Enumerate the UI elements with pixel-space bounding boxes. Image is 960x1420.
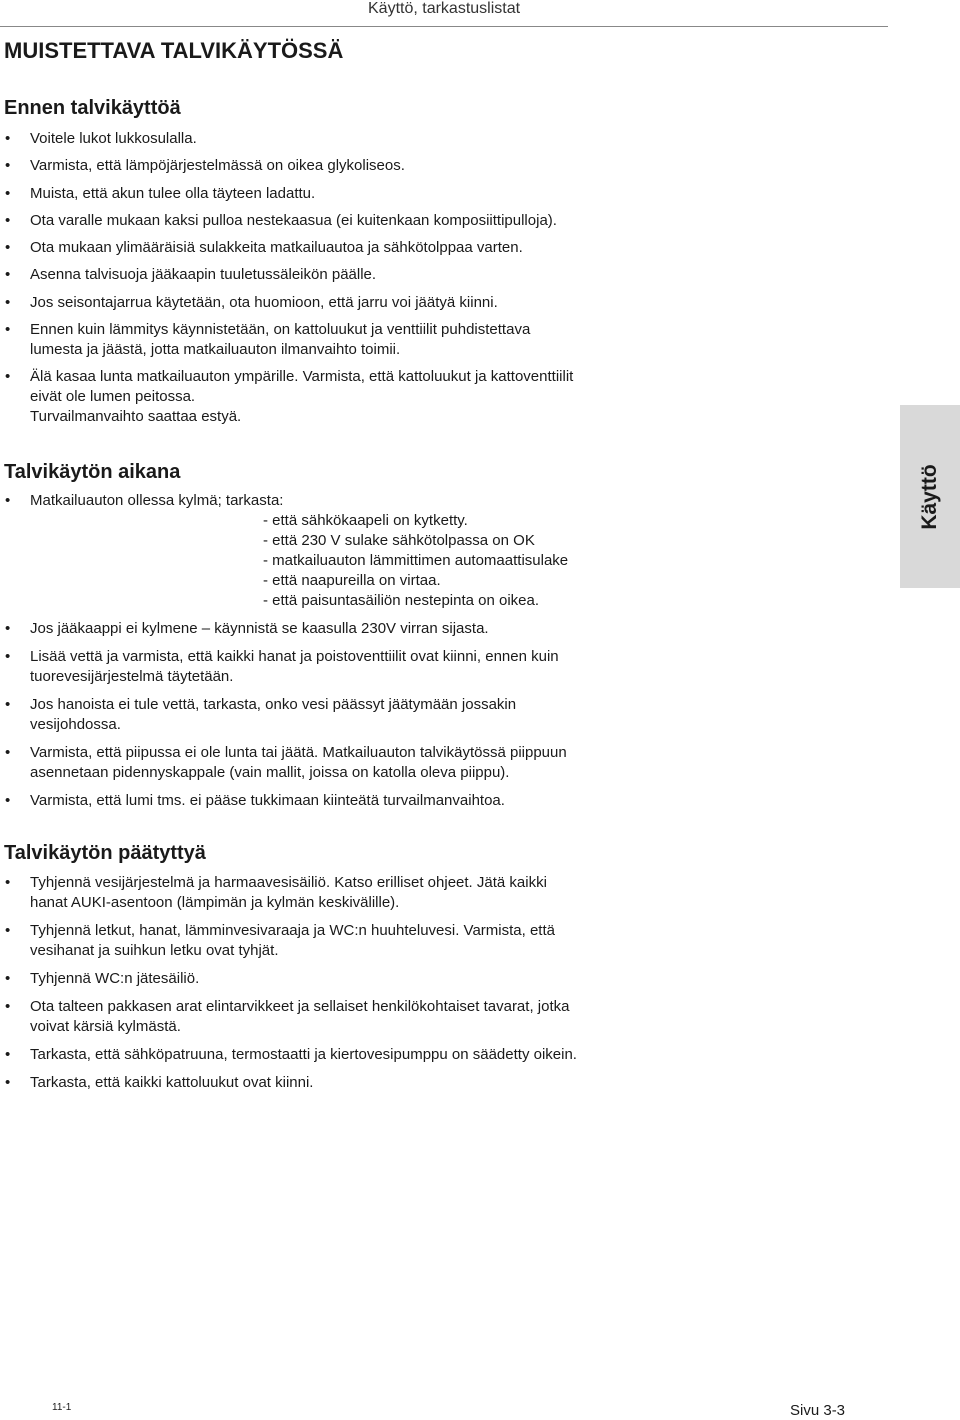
- list-item: [0, 211, 650, 231]
- sub-list-item: - että naapureilla on virtaa.: [263, 572, 441, 589]
- list-item-text: vesihanat ja suihkun letku ovat tyhjät.: [30, 942, 279, 959]
- section-heading-after-winter: Talvikäytön päätyttyä: [4, 842, 206, 864]
- list-item-text: Lisää vettä ja varmista, että kaikki hanat ja poistoventtiilit ovat kiinni, ennen kuin: [30, 648, 559, 665]
- list-item-text: Tarkasta, että kaikki kattoluukut ovat kiinni.: [30, 1074, 314, 1091]
- bullet-icon: •: [5, 1046, 11, 1063]
- list-item: [0, 619, 650, 639]
- bullet-icon: •: [5, 792, 11, 809]
- list-item: [0, 129, 650, 149]
- list-item: [0, 791, 650, 811]
- list-item: [0, 265, 650, 285]
- list-item-text: Voitele lukot lukkosulalla.: [30, 130, 197, 147]
- bullet-icon: •: [5, 321, 11, 339]
- list-item: [0, 156, 650, 176]
- list-item: [0, 367, 650, 427]
- list-item: [0, 969, 650, 989]
- list-item-text: Asenna talvisuoja jääkaapin tuuletussäleikön päälle.: [30, 266, 377, 284]
- sub-list-item: - että 230 V sulake sähkötolpassa on OK: [263, 532, 535, 549]
- list-item: [0, 743, 650, 783]
- list-item-text: Turvailmanvaihto saattaa estyä.: [30, 408, 242, 426]
- list-item-text: Ota mukaan ylimääräisiä sulakkeita matkailuautoa ja sähkötolppaa varten.: [30, 239, 523, 257]
- list-item: [0, 647, 650, 687]
- bullet-icon: •: [5, 620, 11, 637]
- list-item: [0, 184, 650, 204]
- section-heading-during-winter: Talvikäytön aikana: [4, 461, 181, 483]
- list-item-text: Tyhjennä letkut, hanat, lämminvesivaraaja ja WC:n huuhteluvesi. Varmista, että: [30, 922, 555, 939]
- bullet-icon: •: [5, 874, 11, 891]
- list-item-text: Tyhjennä vesijärjestelmä ja harmaavesisäiliö. Katso erilliset ohjeet. Jätä kaikki: [30, 874, 547, 891]
- bullet-icon: •: [5, 648, 11, 665]
- checklist-before-winter: [0, 129, 650, 435]
- bullet-icon: •: [5, 368, 11, 386]
- list-item-text: Muista, että akun tulee olla täyteen ladattu.: [30, 184, 316, 202]
- list-item-text: Älä kasaa lunta matkailuauton ympärille. Varmista, että kattoluukut ja kattoventtiilit: [30, 368, 574, 386]
- bullet-icon: •: [5, 922, 11, 939]
- list-item: [0, 1073, 650, 1093]
- list-item-text: hanat AUKI-asentoon (lämpimän ja kylmän keskivälille).: [30, 894, 400, 911]
- sub-list-item: - että paisuntasäiliön nestepinta on oikea.: [263, 592, 540, 609]
- list-item: [0, 320, 650, 360]
- checklist-during-winter: [0, 491, 650, 819]
- list-item-text: Varmista, että lumi tms. ei pääse tukkimaan kiinteätä turvailmanvaihtoa.: [30, 792, 505, 809]
- list-item-text: eivät ole lumen peitossa.: [30, 388, 196, 406]
- bullet-icon: •: [5, 130, 11, 147]
- sub-list-item: - että sähkökaapeli on kytketty.: [263, 512, 468, 529]
- list-item: [0, 997, 650, 1037]
- bullet-icon: •: [5, 696, 11, 713]
- sub-checklist: [30, 511, 650, 611]
- bullet-icon: •: [5, 492, 11, 509]
- list-item-text: Tarkasta, että sähköpatruuna, termostaatti ja kiertovesipumppu on säädetty oikein.: [30, 1046, 577, 1063]
- list-item-text: Tyhjennä WC:n jätesäiliö.: [30, 970, 200, 987]
- bullet-icon: •: [5, 293, 11, 311]
- list-item: [0, 293, 650, 313]
- list-item: [0, 921, 650, 961]
- header-title: Käyttö, tarkastuslistat: [368, 0, 521, 17]
- list-item-text: lumesta ja jäästä, jotta matkailuauton ilmanvaihto toimii.: [30, 341, 401, 359]
- list-item: [0, 491, 650, 611]
- list-item-text: Ennen kuin lämmitys käynnistetään, on kattoluukut ja venttiilit puhdistettava: [30, 321, 531, 339]
- list-item-text: Ota varalle mukaan kaksi pulloa nestekaasua (ei kuitenkaan komposiittipulloja).: [30, 211, 557, 229]
- bullet-icon: •: [5, 157, 11, 175]
- bullet-icon: •: [5, 970, 11, 987]
- bullet-icon: •: [5, 1074, 11, 1091]
- list-item-text: vesijohdossa.: [30, 716, 121, 733]
- list-item: [0, 238, 650, 258]
- list-item-text: Varmista, että lämpöjärjestelmässä on oikea glykoliseos.: [30, 157, 405, 175]
- sub-list-item: - matkailuauton lämmittimen automaattisulake: [263, 552, 569, 569]
- section-heading-before-winter: Ennen talvikäyttöä: [4, 97, 181, 119]
- bullet-icon: •: [5, 239, 11, 257]
- list-item-text: Jos hanoista ei tule vettä, tarkasta, onko vesi päässyt jäätymään jossakin: [30, 696, 517, 713]
- checklist-after-winter: [0, 873, 650, 1101]
- side-tab-label: Käyttö: [918, 463, 941, 530]
- bullet-icon: •: [5, 211, 11, 229]
- list-item: [0, 1045, 650, 1065]
- bullet-icon: •: [5, 266, 11, 284]
- page-number: Sivu 3-3: [790, 1402, 846, 1419]
- list-item-text: voivat kärsiä kylmästä.: [30, 1018, 181, 1035]
- list-item-text: Ota talteen pakkasen arat elintarvikkeet ja sellaiset henkilökohtaiset tavarat, jotka: [30, 998, 570, 1015]
- list-item-text: asennetaan pidennyskappale (vain mallit, joissa on katolla oleva piippu).: [30, 764, 510, 781]
- bullet-icon: •: [5, 184, 11, 202]
- side-tab: [900, 405, 960, 588]
- list-item: [0, 873, 650, 913]
- bullet-icon: •: [5, 998, 11, 1015]
- header-rule: [0, 26, 888, 27]
- page-title: MUISTETTAVA TALVIKÄYTÖSSÄ: [4, 38, 344, 63]
- list-item-text: tuorevesijärjestelmä täytetään.: [30, 668, 234, 685]
- bullet-icon: •: [5, 744, 11, 761]
- list-item: [0, 695, 650, 735]
- footer-code: 11-1: [52, 1402, 72, 1413]
- list-item-text: Varmista, että piipussa ei ole lunta tai jäätä. Matkailuauton talvikäytössä piippuun: [30, 744, 567, 761]
- list-item-text: Matkailuauton ollessa kylmä; tarkasta:: [30, 492, 284, 509]
- list-item-text: Jos seisontajarrua käytetään, ota huomioon, että jarru voi jäätyä kiinni.: [30, 293, 498, 311]
- list-item-text: Jos jääkaappi ei kylmene – käynnistä se kaasulla 230V virran sijasta.: [30, 620, 489, 637]
